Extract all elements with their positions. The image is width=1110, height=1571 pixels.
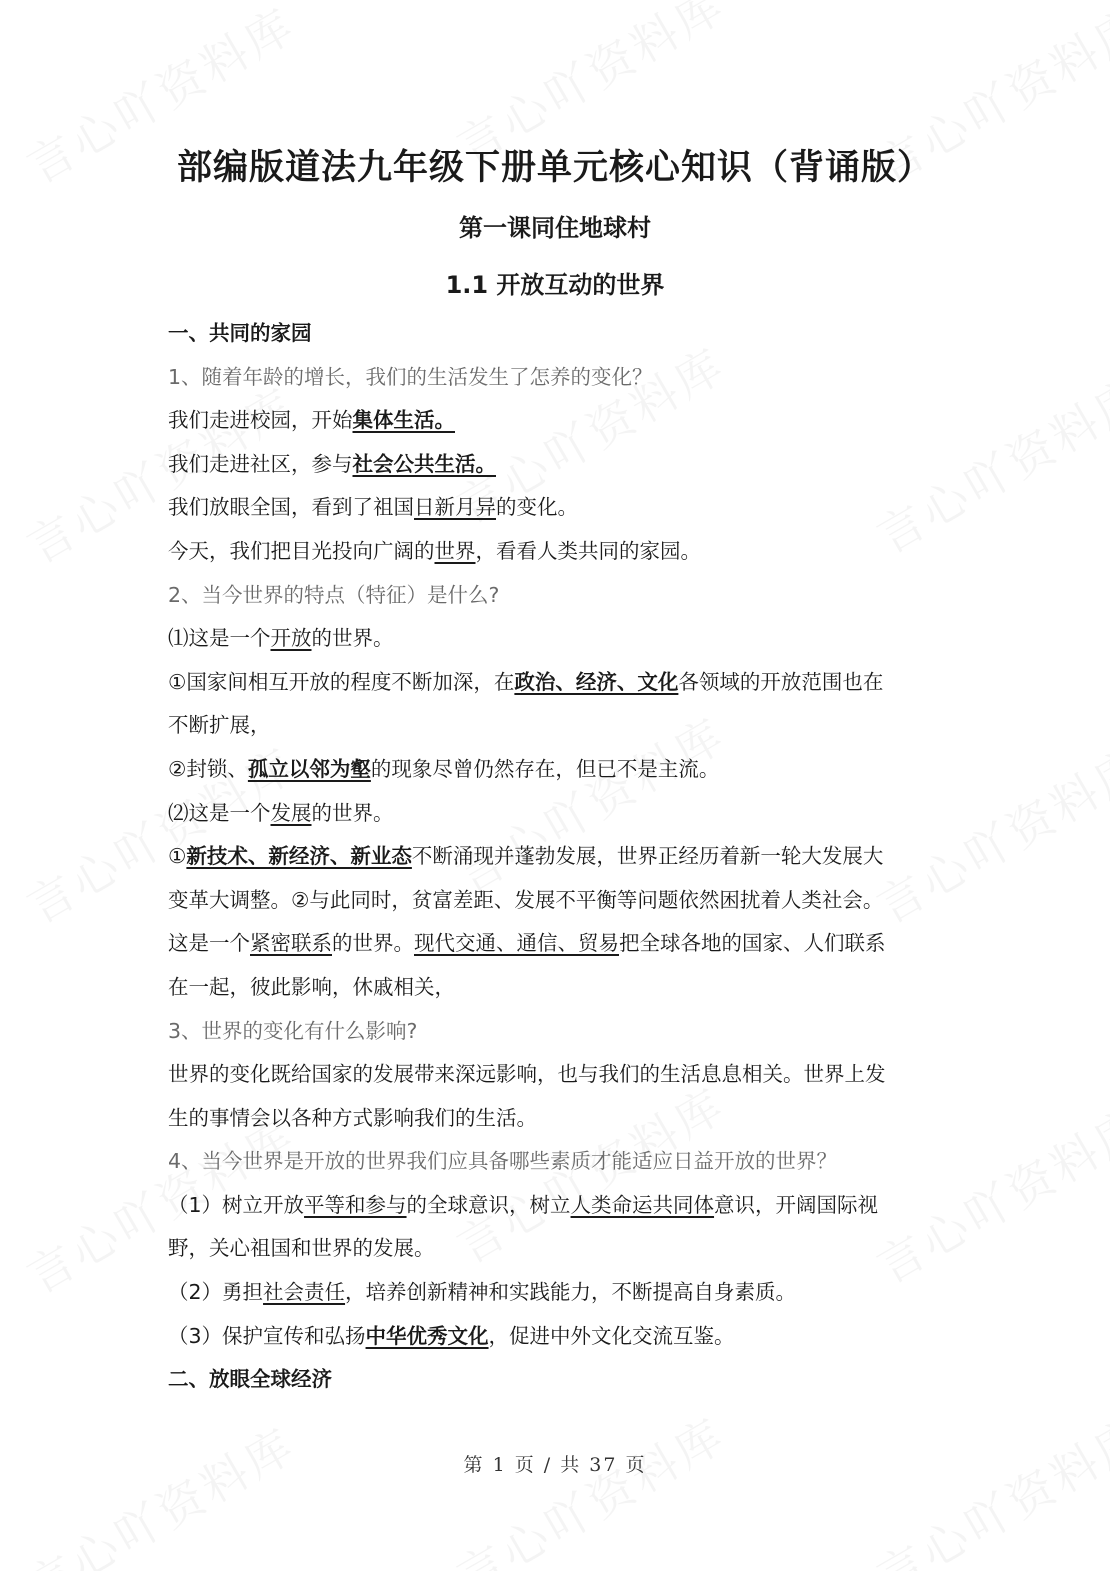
key-term: 社会责任 (263, 1280, 346, 1305)
answer-line: 在一起，彼此影响，休戚相关， (168, 974, 455, 999)
answer-line (168, 1315, 958, 1359)
text-run: ①国家间相互开放的程度不断加深，在 (168, 669, 515, 694)
text-run: 今天，我们把目光投向广阔的 (168, 538, 435, 563)
key-term: 孤立以邻为壑 (247, 756, 371, 781)
answer-line (168, 617, 958, 661)
answer-line: 世界的变化既给国家的发展带来深远影响，也与我们的生活息息相关。世界上发 (168, 1062, 886, 1087)
answer-line (168, 486, 958, 530)
text-run: 我们走进校园，开始 (168, 408, 353, 433)
text-run: 这是一个 (168, 931, 250, 956)
text-run: ，看看人类共同的家园。 (475, 538, 701, 563)
key-term: 日新月异 (414, 495, 496, 520)
text-run: （2）勇担 (168, 1280, 264, 1305)
key-term: 集体生活。 (352, 408, 455, 433)
text-run: 的世界。 (311, 626, 394, 651)
question: 1、随着年龄的增长，我们的生活发生了怎养的变化？ (168, 364, 653, 389)
text-run: 的现象尽曾仍然存在，但已不是主流。 (370, 756, 720, 781)
text-run: 的世界。 (311, 800, 394, 825)
answer-line: 不断扩展， (168, 713, 271, 738)
answer-line (168, 399, 958, 443)
text-run: 我们放眼全国，看到了祖国 (168, 495, 414, 520)
text-run: 不断涌现并蓬勃发展，世界正经历着新一轮大发展大 (411, 844, 884, 869)
answer-line (168, 530, 958, 574)
text-run: ，培养创新精神和实践能力，不断提高自身素质。 (345, 1280, 797, 1305)
answer-line (168, 792, 958, 836)
key-term: 人类命运共同体 (570, 1192, 715, 1217)
page-number: 第 1 页 / 共 37 页 (463, 1454, 647, 1476)
document-body (168, 312, 958, 1402)
answer-line: 变革大调整。②与此同时，贫富差距、发展不平衡等问题依然困扰着人类社会。 (168, 887, 884, 912)
section-heading: 二、放眼全球经济 (168, 1367, 332, 1392)
text-run: ⑴这是一个 (168, 626, 271, 651)
lesson-title: 第一课同住地球村 (459, 214, 651, 242)
answer-line (168, 1184, 958, 1228)
text-run: 各领域的开放范围也在 (678, 669, 884, 694)
text-run: （3）保护宣传和弘扬 (168, 1323, 366, 1348)
text-run: ① (168, 844, 187, 869)
text-run: （1）树立开放 (168, 1192, 305, 1217)
answer-line (168, 1271, 958, 1315)
section-title: 1.1 开放互动的世界 (445, 271, 665, 299)
key-term: 新技术、新经济、新业态 (186, 844, 412, 869)
answer-line (168, 835, 958, 879)
question: 3、世界的变化有什么影响? (168, 1018, 418, 1043)
text-run: 的世界。 (332, 931, 414, 956)
text-run: 的变化。 (496, 495, 578, 520)
key-term: 紧密联系 (250, 931, 332, 956)
question: 2、当今世界的特点（特征）是什么? (168, 582, 500, 607)
answer-line (168, 748, 958, 792)
answer-line: 生的事情会以各种方式影响我们的生活。 (168, 1105, 537, 1130)
answer-line (168, 443, 958, 487)
text-run: 把全球各地的国家、人们联系 (619, 931, 886, 956)
document-title: 部编版道法九年级下册单元核心知识（背诵版） (176, 148, 933, 188)
text-run: 的全球意识，树立 (406, 1192, 571, 1217)
answer-line: 野，关心祖国和世界的发展。 (168, 1236, 435, 1261)
key-term: 发展 (270, 800, 312, 825)
key-term: 社会公共生活。 (352, 451, 496, 476)
key-term: 世界 (434, 538, 476, 563)
answer-line (168, 661, 958, 705)
text-run: ，促进中外文化交流互鉴。 (488, 1323, 735, 1348)
section-heading: 一、共同的家园 (168, 321, 312, 345)
text-run: 意识，开阔国际视 (714, 1192, 879, 1217)
key-term: 中华优秀文化 (365, 1323, 489, 1348)
key-term: 平等和参与 (304, 1192, 407, 1217)
key-term: 开放 (270, 626, 312, 651)
text-run: ②封锁、 (168, 756, 248, 781)
text-run: ⑵这是一个 (168, 800, 271, 825)
text-run: 我们走进社区，参与 (168, 451, 353, 476)
answer-line (168, 922, 958, 966)
key-term: 现代交通、通信、贸易 (414, 931, 619, 956)
question: 4、当今世界是开放的世界我们应具备哪些素质才能适应日益开放的世界？ (168, 1149, 838, 1174)
key-term: 政治、经济、文化 (514, 669, 679, 694)
